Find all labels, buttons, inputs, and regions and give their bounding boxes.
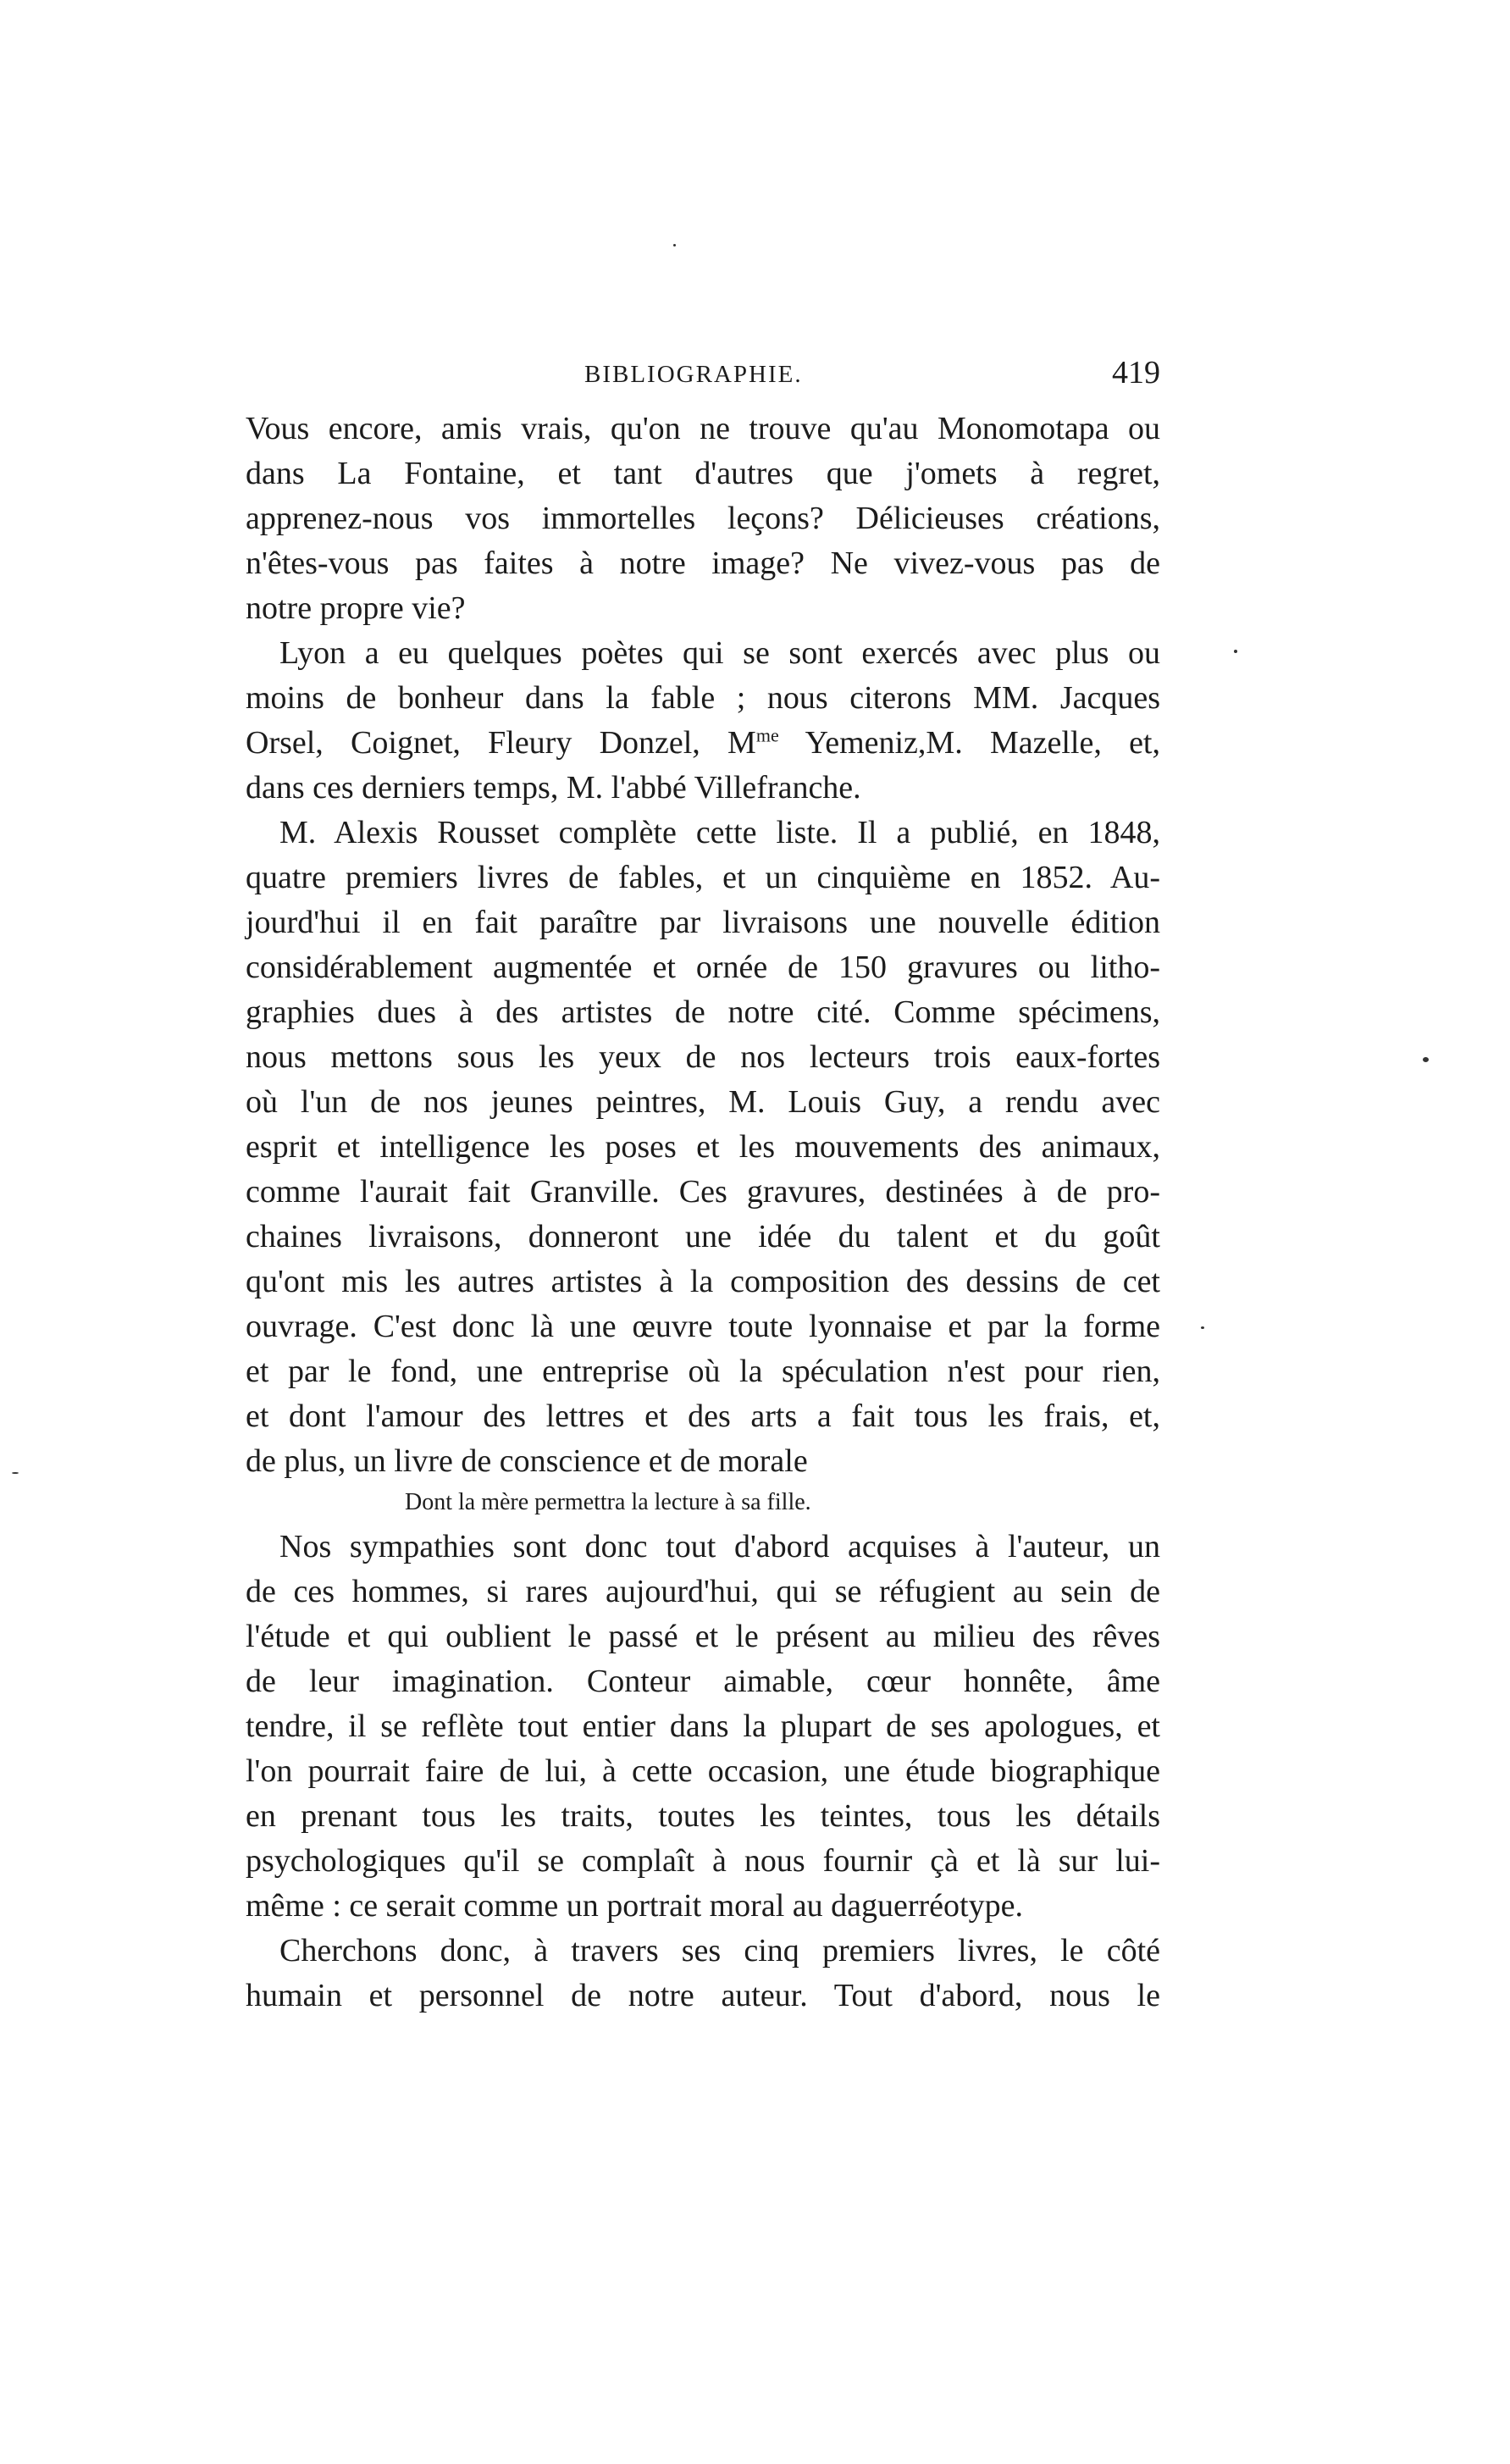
text-line: n'êtes-vous pas faites à notre image? Ne vivez-vous pas de [246,545,1160,581]
text-line: apprenez-nous vos immortelles leçons? Délicieuses créations, [246,501,1160,536]
text-line: notre propre vie? [246,590,466,626]
text-line: dans ces derniers temps, M. l'abbé Villefranche. [246,770,861,806]
text-line: Vous encore, amis vrais, qu'on ne trouve qu'au Monomotapa ou [246,411,1160,446]
text-line: esprit et intelligence les poses et les mouvements des animaux, [246,1129,1160,1165]
paragraph-1 [246,407,1160,631]
text-line: graphies dues à des artistes de notre cité. Comme spécimens, [246,994,1160,1030]
text-line: M. Alexis Rousset complète cette liste. Il a publié, en 1848, [279,815,1160,850]
text-line: tendre, il se reflète tout entier dans la plupart de ses apologues, et [246,1708,1160,1744]
text-line: jourd'hui il en fait paraître par livraisons une nouvelle édition [246,905,1160,940]
text-line: de plus, un livre de conscience et de morale [246,1443,808,1479]
page-header [246,354,1160,405]
text-line: nous mettons sous les yeux de nos lecteurs trois eaux-fortes [246,1039,1160,1075]
ink-speck [1234,650,1237,653]
text-segment: Orsel, Coignet, Fleury Donzel, M [246,725,756,761]
running-head: BIBLIOGRAPHIE. [584,361,803,388]
text-line: Cherchons donc, à travers ses cinq premiers livres, le côté [279,1933,1160,1968]
ink-speck [1201,1326,1204,1329]
text-line: moins de bonheur dans la fable ; nous citerons MM. Jacques [246,680,1160,716]
paragraph-5 [246,1929,1160,2018]
paragraph-2 [246,631,1160,811]
text-line: humain et personnel de notre auteur. Tout d'abord, nous le [246,1978,1160,2013]
text-line: comme l'aurait fait Granville. Ces gravures, destinées à de pro- [246,1174,1160,1210]
text-line: chaines livraisons, donneront une idée du talent et du goût [246,1219,1160,1254]
page-number: 419 [1112,355,1160,390]
text-line: Nos sympathies sont donc tout d'abord acquises à l'auteur, un [279,1529,1160,1564]
text-line: où l'un de nos jeunes peintres, M. Louis Guy, a rendu avec [246,1084,1160,1120]
superscript: me [755,724,779,746]
text-line: Lyon a eu quelques poètes qui se sont exercés avec plus ou [279,635,1160,671]
text-line: même : ce serait comme un portrait moral au daguerréotype. [246,1888,1023,1924]
text-line: quatre premiers livres de fables, et un cinquième en 1852. Au- [246,860,1160,895]
text-line: dans La Fontaine, et tant d'autres que j'omets à regret, [246,456,1160,491]
text-line: de leur imagination. Conteur aimable, cœur honnête, âme [246,1664,1160,1699]
ink-speck [673,244,676,246]
ink-speck [12,1472,19,1474]
text-line: qu'ont mis les autres artistes à la composition des dessins de cet [246,1264,1160,1299]
body-text [246,407,1160,2018]
paragraph-3 [246,811,1160,1484]
ink-speck [1423,1057,1429,1062]
text-line-with-superscript [246,721,1160,766]
text-line: considérablement augmentée et ornée de 150 gravures ou litho- [246,950,1160,985]
text-line: psychologiques qu'il se complaît à nous fournir çà et là sur lui- [246,1843,1160,1879]
text-line: l'on pourrait faire de lui, à cette occasion, une étude biographique [246,1753,1160,1789]
quoted-verse: Dont la mère permettra la lecture à sa fille. [405,1489,811,1515]
paragraph-4 [246,1525,1160,1929]
text-line: en prenant tous les traits, toutes les teintes, tous les détails [246,1798,1160,1834]
text-line: ouvrage. C'est donc là une œuvre toute lyonnaise et par la forme [246,1309,1160,1344]
text-line: et par le fond, une entreprise où la spéculation n'est pour rien, [246,1354,1160,1389]
text-line: de ces hommes, si rares aujourd'hui, qui se réfugient au sein de [246,1574,1160,1609]
text-line: et dont l'amour des lettres et des arts a fait tous les frais, et, [246,1398,1160,1434]
text-segment: Yemeniz,M. Mazelle, et, [778,725,1160,761]
text-line: l'étude et qui oublient le passé et le présent au milieu des rêves [246,1619,1160,1654]
